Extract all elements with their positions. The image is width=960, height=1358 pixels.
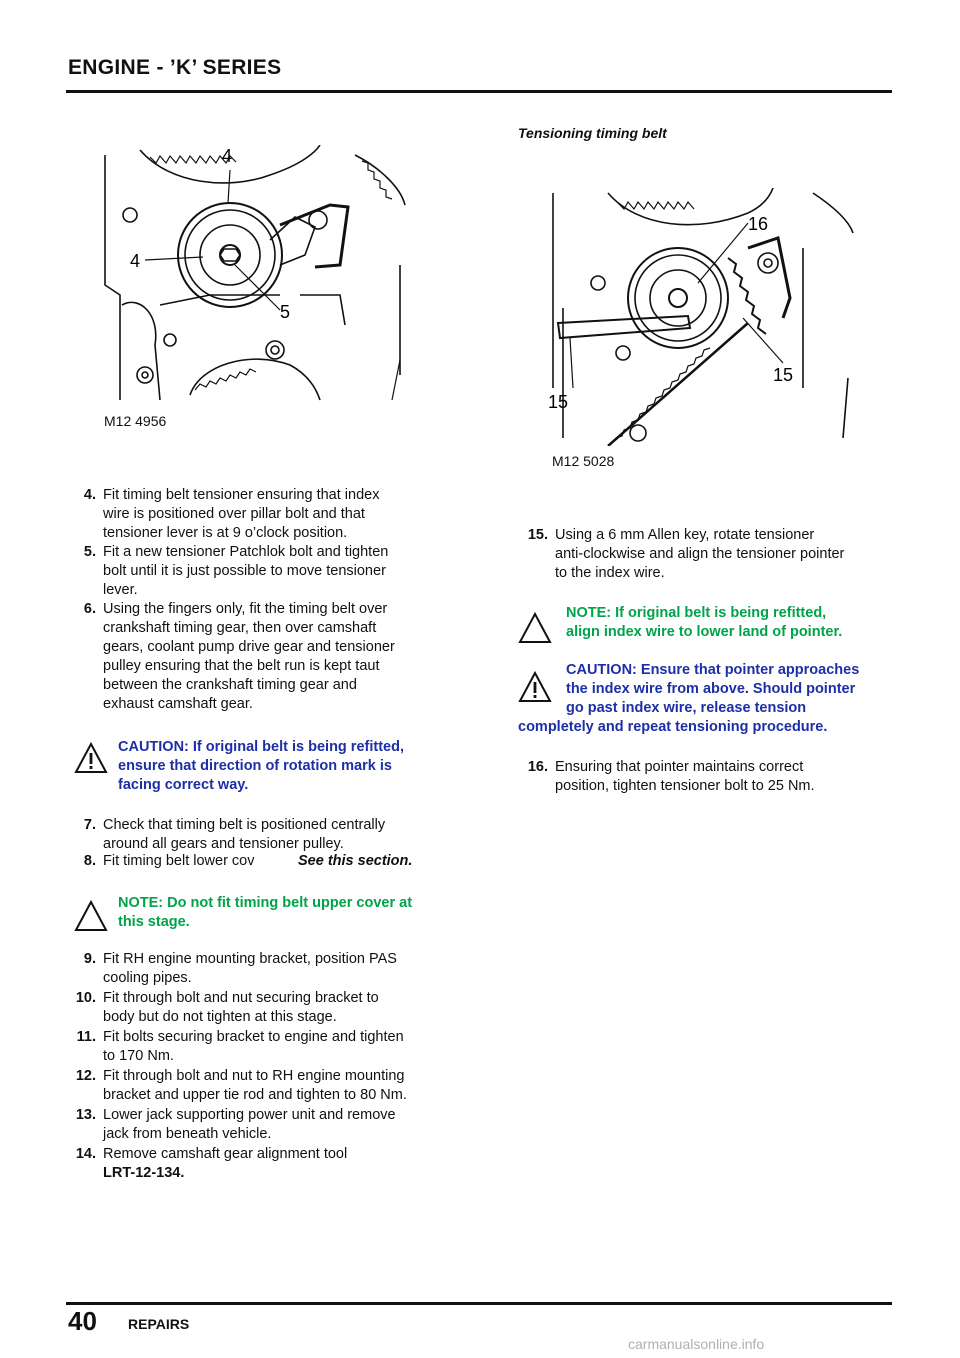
step-number: 5. (83, 544, 96, 560)
step-4 (66, 486, 456, 546)
figure-right (548, 188, 858, 446)
warning-triangle-icon (518, 671, 552, 703)
step-11 (66, 1028, 466, 1066)
see-section-link[interactable]: See this section. (298, 853, 413, 869)
step-number: 14. (75, 1146, 96, 1162)
belt-tension-illustration (548, 188, 858, 446)
step-line: Fit through bolt and nut securing bracket to (103, 990, 379, 1006)
note-line: align index wire to lower land of pointer. (566, 624, 843, 640)
step-number: 15. (527, 527, 548, 543)
step-line: bracket and upper tie rod and tighten to 80 Nm. (103, 1087, 407, 1103)
step-14 (66, 1145, 466, 1183)
step-line: around all gears and tensioner pulley. (103, 836, 344, 852)
callout-4-top: 4 (222, 146, 233, 166)
step-number: 12. (75, 1068, 96, 1084)
step-16 (518, 758, 898, 798)
note-triangle-icon (74, 900, 108, 932)
tool-number: LRT-12-134. (103, 1165, 185, 1181)
step-6 (66, 600, 456, 720)
figure-left-caption: M12 4956 (104, 413, 167, 429)
step-line: lever. (103, 582, 138, 598)
step-9 (66, 950, 466, 988)
tensioner-illustration (100, 145, 410, 405)
warning-triangle-icon (74, 742, 108, 774)
step-13 (66, 1106, 466, 1144)
step-10 (66, 989, 466, 1027)
step-line: bolt until it is just possible to move tensioner (103, 563, 386, 579)
step-line: Fit RH engine mounting bracket, position PAS (103, 951, 397, 967)
page-header-title: ENGINE - ’K’ SERIES (68, 56, 282, 79)
step-line: anti-clockwise and align the tensioner pointer (555, 546, 845, 562)
caution-notice (566, 661, 859, 718)
step-number: 11. (76, 1029, 96, 1045)
step-line: Remove camshaft gear alignment tool (103, 1146, 348, 1162)
callout-15-left: 15 (548, 392, 569, 412)
step-number: 4. (83, 487, 96, 503)
step-number: 6. (83, 601, 96, 617)
step-12 (66, 1067, 476, 1105)
step-line: body but do not tighten at this stage. (103, 1009, 337, 1025)
watermark: carmanualsonline.info (628, 1336, 765, 1352)
step-line: gears, coolant pump drive gear and tensioner (103, 639, 395, 655)
step-line: tensioner lever is at 9 o’clock position. (103, 525, 348, 541)
step-line: Fit timing belt lower cov (103, 853, 255, 869)
step-line: pulley ensuring that the belt run is kept taut (103, 658, 380, 674)
caution-line: CAUTION: If original belt is being refitted, (118, 739, 404, 755)
note-line: NOTE: Do not fit timing belt upper cover at (118, 895, 413, 911)
caution-notice (118, 738, 404, 795)
step-line: Fit through bolt and nut to RH engine mounting (103, 1068, 405, 1084)
callout-15-right: 15 (773, 365, 794, 385)
caution-line: go past index wire, release tension (566, 700, 807, 716)
figure-right-caption: M12 5028 (552, 453, 615, 469)
caution-line: CAUTION: Ensure that pointer approaches (566, 662, 860, 678)
page-number: 40 (68, 1306, 97, 1336)
header-rule (66, 90, 892, 93)
step-line: jack from beneath vehicle. (103, 1126, 272, 1142)
step-line: position, tighten tensioner bolt to 25 Nm. (555, 778, 815, 794)
caution-line: the index wire from above. Should pointer (566, 681, 856, 697)
step-line: Using a 6 mm Allen key, rotate tensioner (555, 527, 815, 543)
step-line: Fit a new tensioner Patchlok bolt and tighten (103, 544, 389, 560)
step-line: Fit timing belt tensioner ensuring that index (103, 487, 380, 503)
callout-5: 5 (280, 302, 291, 322)
callout-4-left: 4 (130, 251, 141, 271)
step-line: wire is positioned over pillar bolt and that (103, 506, 365, 522)
note-notice (118, 894, 412, 932)
step-line: Fit bolts securing bracket to engine and tighten (103, 1029, 404, 1045)
caution-line: completely and repeat tensioning procedure. (518, 719, 828, 735)
step-line: Using the fingers only, fit the timing belt over (103, 601, 388, 617)
step-line: Lower jack supporting power unit and remove (103, 1107, 396, 1123)
section-heading: Tensioning timing belt (518, 125, 667, 141)
step-15 (518, 526, 898, 586)
step-number: 13. (75, 1107, 96, 1123)
step-5 (66, 543, 456, 603)
step-line: Check that timing belt is positioned centrally (103, 817, 386, 833)
step-7 (66, 816, 456, 854)
callout-16: 16 (748, 214, 769, 234)
step-line: crankshaft timing gear, then over camshaft (103, 620, 377, 636)
step-number: 8. (83, 853, 96, 869)
step-number: 9. (83, 951, 96, 967)
caution-line: ensure that direction of rotation mark is (118, 758, 392, 774)
note-notice (566, 604, 842, 642)
step-line: cooling pipes. (103, 970, 192, 986)
figure-left (100, 145, 410, 405)
step-line: between the crankshaft timing gear and (103, 677, 357, 693)
step-8 (66, 852, 456, 872)
step-line: exhaust camshaft gear. (103, 696, 253, 712)
note-line: NOTE: If original belt is being refitted, (566, 605, 827, 621)
step-line: to 170 Nm. (103, 1048, 174, 1064)
note-line: this stage. (118, 914, 190, 930)
step-number: 16. (527, 759, 548, 775)
footer-rule (66, 1302, 892, 1305)
step-number: 10. (75, 990, 96, 1006)
step-line: to the index wire. (555, 565, 665, 581)
footer-section-label: REPAIRS (128, 1316, 190, 1332)
step-number: 7. (83, 817, 96, 833)
caution-line: facing correct way. (118, 777, 249, 793)
step-line: Ensuring that pointer maintains correct (555, 759, 804, 775)
note-triangle-icon (518, 612, 552, 644)
